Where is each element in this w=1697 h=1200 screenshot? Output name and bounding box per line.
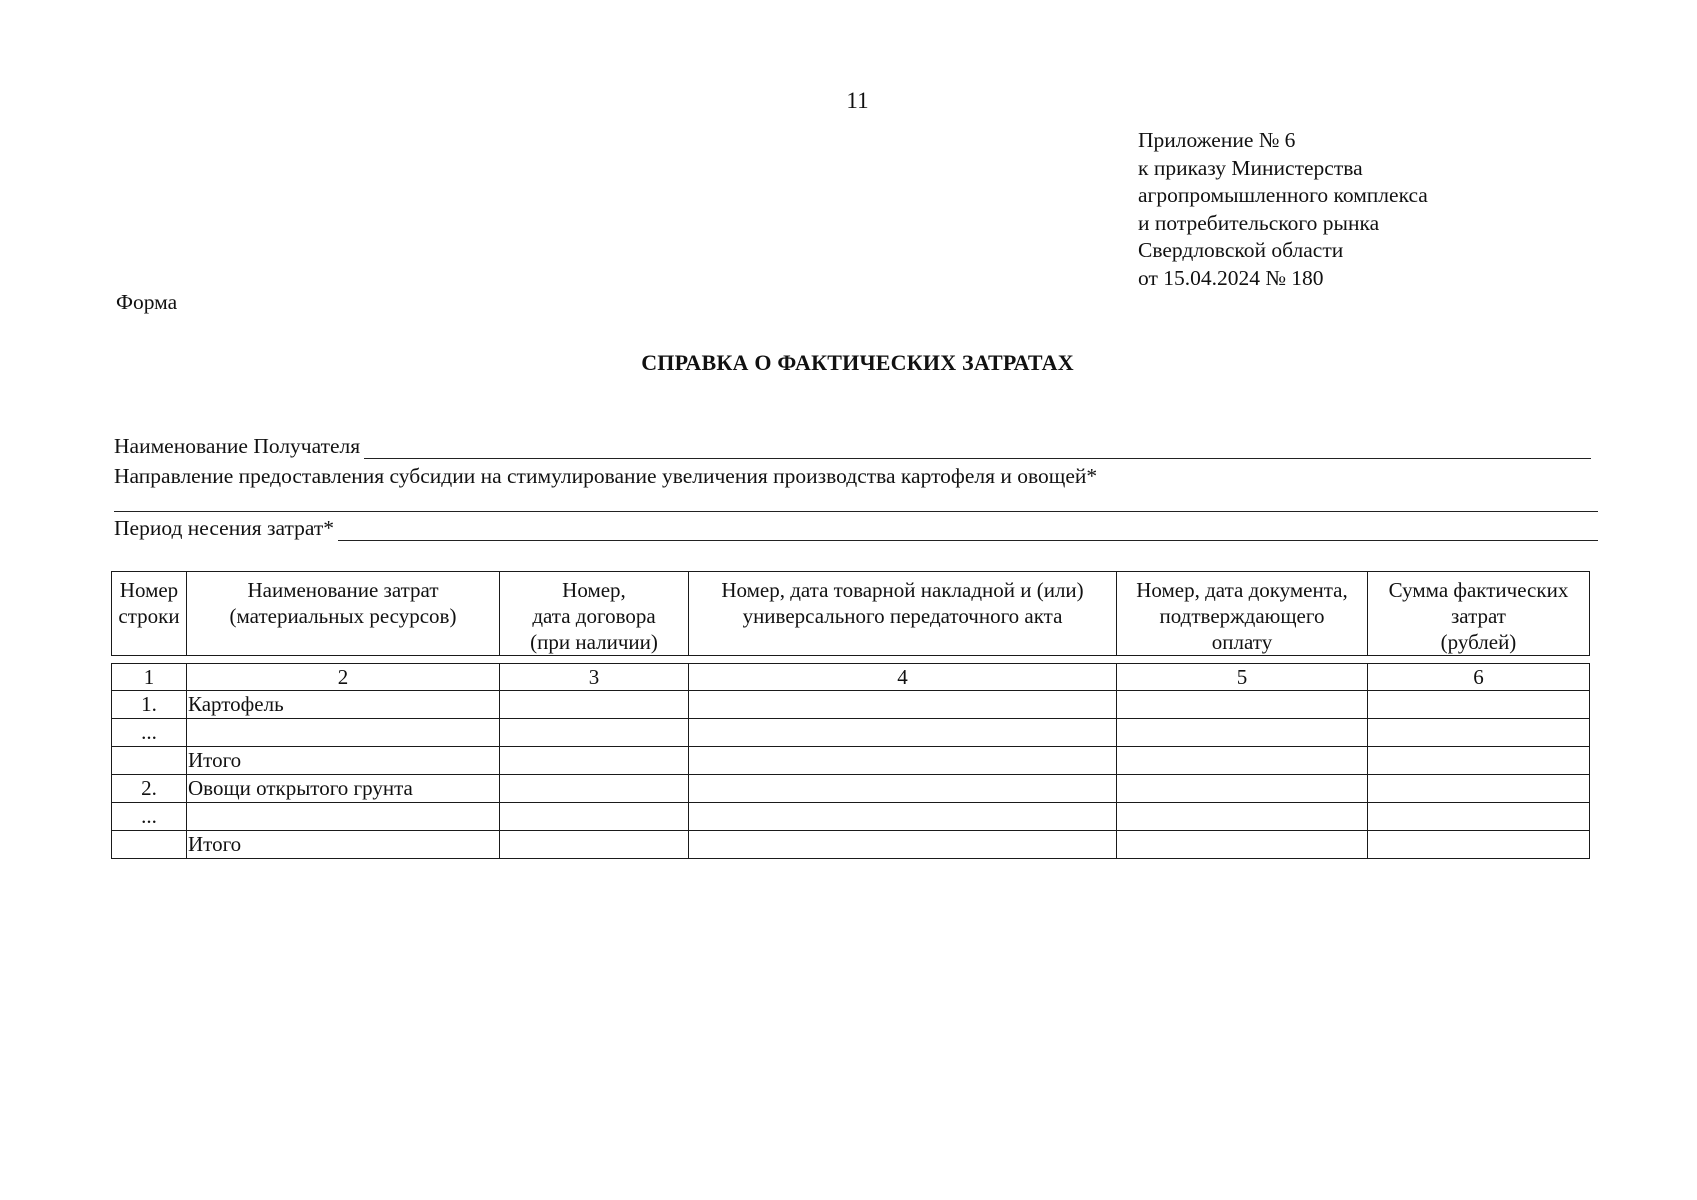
- column-number: 1: [112, 664, 187, 691]
- header-invoice: Номер, дата товарной накладной и (или) универсального передаточного акта: [689, 572, 1117, 656]
- invoice-cell[interactable]: [689, 747, 1117, 775]
- amount-cell[interactable]: [1368, 775, 1590, 803]
- period-input-line[interactable]: [338, 522, 1598, 541]
- amount-cell[interactable]: [1368, 831, 1590, 859]
- table-spacer: [112, 656, 1590, 664]
- header-amount: Сумма фактических затрат (рублей): [1368, 572, 1590, 656]
- invoice-cell[interactable]: [689, 831, 1117, 859]
- header-payment-doc: Номер, дата документа, подтверждающего оплату: [1117, 572, 1368, 656]
- cost-name: Итого: [187, 831, 500, 859]
- cost-name: Картофель: [187, 691, 500, 719]
- table-row: [112, 775, 1590, 803]
- appendix-line: к приказу Министерства: [1138, 155, 1363, 180]
- table-row: [112, 803, 1590, 831]
- table-row: [112, 691, 1590, 719]
- column-number: 6: [1368, 664, 1590, 691]
- appendix-line: и потребительского рынка: [1138, 210, 1380, 235]
- amount-cell[interactable]: [1368, 691, 1590, 719]
- document-title: СПРАВКА О ФАКТИЧЕСКИХ ЗАТРАТАХ: [641, 350, 1074, 375]
- invoice-cell[interactable]: [689, 719, 1117, 747]
- header-contract: Номер, дата договора (при наличии): [500, 572, 689, 656]
- table-header-row: [112, 572, 1590, 656]
- appendix-line: от 15.04.2024 № 180: [1138, 265, 1324, 290]
- header-row-number: Номер строки: [112, 572, 187, 656]
- table-row: [112, 831, 1590, 859]
- appendix-line: агропромышленного комплекса: [1138, 183, 1428, 207]
- column-number: 5: [1117, 664, 1368, 691]
- cost-name: Итого: [187, 747, 500, 775]
- direction-input-line[interactable]: [114, 511, 1598, 512]
- direction-label: Направление предоставления субсидии на стимулирование увеличения производства картофеля и овощей*: [114, 464, 1098, 488]
- payment-doc-cell[interactable]: [1117, 719, 1368, 747]
- row-number: [112, 747, 187, 775]
- row-number: [112, 831, 187, 859]
- payment-doc-cell[interactable]: [1117, 691, 1368, 719]
- direction-field: [114, 464, 1097, 489]
- contract-cell[interactable]: [500, 775, 689, 803]
- invoice-cell[interactable]: [689, 691, 1117, 719]
- cost-name[interactable]: [187, 719, 500, 747]
- appendix-line: Свердловской области: [1138, 238, 1344, 262]
- table-row: [112, 719, 1590, 747]
- contract-cell[interactable]: [500, 831, 689, 859]
- row-number: 1.: [112, 691, 187, 719]
- costs-table: [111, 571, 1590, 859]
- recipient-field: [114, 434, 1591, 459]
- table-row: [112, 747, 1590, 775]
- amount-cell[interactable]: [1368, 747, 1590, 775]
- recipient-input-line[interactable]: [364, 440, 1591, 459]
- row-number: 2.: [112, 775, 187, 803]
- appendix-line: Приложение № 6: [1138, 128, 1296, 152]
- amount-cell[interactable]: [1368, 719, 1590, 747]
- payment-doc-cell[interactable]: [1117, 747, 1368, 775]
- column-number: 3: [500, 664, 689, 691]
- period-field: [114, 516, 1598, 541]
- contract-cell[interactable]: [500, 719, 689, 747]
- payment-doc-cell[interactable]: [1117, 803, 1368, 831]
- payment-doc-cell[interactable]: [1117, 831, 1368, 859]
- invoice-cell[interactable]: [689, 775, 1117, 803]
- invoice-cell[interactable]: [689, 803, 1117, 831]
- row-number: ...: [112, 719, 187, 747]
- period-label: Период несения затрат*: [114, 516, 334, 540]
- cost-name[interactable]: [187, 803, 500, 831]
- contract-cell[interactable]: [500, 691, 689, 719]
- appendix-block: [1138, 127, 1428, 292]
- header-cost-name: Наименование затрат (материальных ресурсов): [187, 572, 500, 656]
- cost-name: Овощи открытого грунта: [187, 775, 500, 803]
- column-number: 2: [187, 664, 500, 691]
- page-number: 11: [846, 88, 869, 113]
- payment-doc-cell[interactable]: [1117, 775, 1368, 803]
- row-number: ...: [112, 803, 187, 831]
- contract-cell[interactable]: [500, 747, 689, 775]
- recipient-label: Наименование Получателя: [114, 434, 361, 458]
- amount-cell[interactable]: [1368, 803, 1590, 831]
- form-label: Форма: [116, 290, 178, 314]
- contract-cell[interactable]: [500, 803, 689, 831]
- column-number-row: [112, 664, 1590, 691]
- column-number: 4: [689, 664, 1117, 691]
